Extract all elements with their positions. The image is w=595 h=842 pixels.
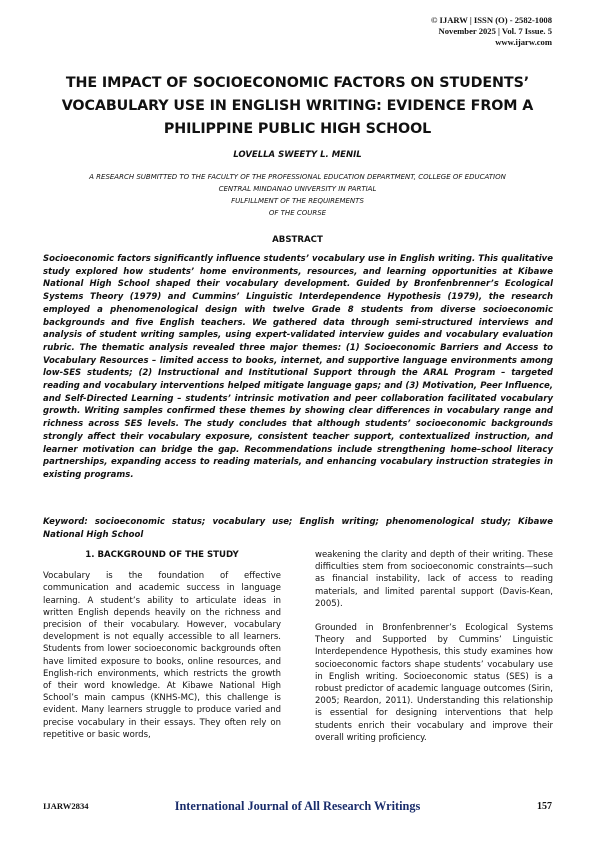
- affiliation-line: FULFILLMENT OF THE REQUIREMENTS: [231, 197, 364, 205]
- body-paragraph: Grounded in Bronfenbrenner’s Ecological Systems Theory and Supported by Cummins’ Linguistic Interdependence Hypothesis, this study examines how socioeconomic factors shape students’ vocabulary use in English writing. Socioeconomic status (SES) is a robust predictor of academic language outcomes (Sirin, 2005; Reardon, 2011). Understanding this relationship is essential for designing interventions that help students enrich their vocabulary and improve their overall writing proficiency.: [315, 623, 553, 743]
- paper-title: THE IMPACT OF SOCIOECONOMIC FACTORS ON STUDENTS’ VOCABULARY USE IN ENGLISH WRITING: EVIDENCE FROM A PHILIPPINE PUBLIC HIGH SCHOOL: [61, 75, 534, 137]
- abstract-text: Socioeconomic factors significantly influence students’ vocabulary use in English writing. This qualitative study explored how students’ home environments, resources, and learning opportunities at Kibawe National High School shaped their vocabulary development. Guided by Bronfenbrenner’s Ecological Systems Theory (1979) and Cummins’ Linguistic Interdependence Hypothesis (1979), the research employed a phenomenological design with twelve Grade 8 students from diverse socioeconomic backgrounds and five English teachers. We gathered data through semi-structured interviews and analysis of student writing samples, using expert-validated interview guides and vocabulary evaluation rubric. The thematic analysis revealed three major themes: (1) Socioeconomic Barriers and Access to Vocabulary Resources – limited access to books, internet, and supportive language environments among low-SES students; (2) Instructional and Institutional Support through the ARAL Program – targeted reading and vocabulary interventions helped mitigate language gaps; and (3) Motivation, Peer Influence, and Self-Directed Learning – students’ intrinsic motivation and peer collaboration facilitated vocabulary growth. Writing samples confirmed these themes by showing clear differences in vocabulary range and richness across SES levels. The study concludes that although students’ socioeconomic backgrounds strongly affect their vocabulary exposure, consistent teacher support, contextualized instruction, and learner motivation can bridge the gap. Recommendations include strengthening home–school literacy partnerships, expanding access to reading materials, and enhancing vocabulary instruction strategies in existing programs.: [43, 254, 553, 480]
- body-paragraph: Vocabulary is the foundation of effective communication and academic success in language learning. A student’s ability to articulate ideas in written English depends heavily on the richness and precision of their vocabulary. However, vocabulary development is not equally accessible to all learners. Students from lower socioeconomic backgrounds often have limited exposure to books, online resources, and English-rich environments, which restricts the growth of their word knowledge. At Kibawe National High School’s main campus (KNHS-MC), this challenge is evident. Many learners struggle to produce varied and precise vocabulary in their essays. They often rely on repetitive or basic words,: [43, 571, 281, 740]
- body-paragraph: weakening the clarity and depth of their writing. These difficulties stem from socioeconomic constraints—such as financial instability, lack of access to reading materials, and limited parental support (Davis-Kean, 2005).: [315, 550, 553, 609]
- right-column: [315, 549, 553, 744]
- section-heading: 1. BACKGROUND OF THE STUDY: [85, 550, 239, 560]
- footer-paper-id: IJARW2834: [43, 801, 89, 811]
- footer-journal-name: International Journal of All Research Writings: [174, 799, 421, 813]
- left-column: [43, 549, 281, 741]
- header-issue: November 2025 | Vol. 7 Issue. 5: [438, 26, 552, 36]
- journal-header: [431, 15, 552, 48]
- abstract-heading: ABSTRACT: [272, 235, 323, 245]
- keywords: Keyword: socioeconomic status; vocabulary use; English writing; phenomenological study; Kibawe National High School: [43, 517, 553, 540]
- header-issn: © IJARW | ISSN (O) - 2582-1008: [430, 15, 552, 25]
- author-name: LOVELLA SWEETY L. MENIL: [233, 150, 362, 160]
- affiliation: [40, 171, 555, 219]
- affiliation-line: CENTRAL MINDANAO UNIVERSITY IN PARTIAL: [218, 185, 377, 193]
- page-number: 157: [537, 801, 552, 812]
- affiliation-line: A RESEARCH SUBMITTED TO THE FACULTY OF THE PROFESSIONAL EDUCATION DEPARTMENT, COLLEGE OF EDUCATION: [89, 173, 506, 181]
- header-website: www.ijarw.com: [495, 37, 552, 47]
- affiliation-line: OF THE COURSE: [268, 209, 327, 217]
